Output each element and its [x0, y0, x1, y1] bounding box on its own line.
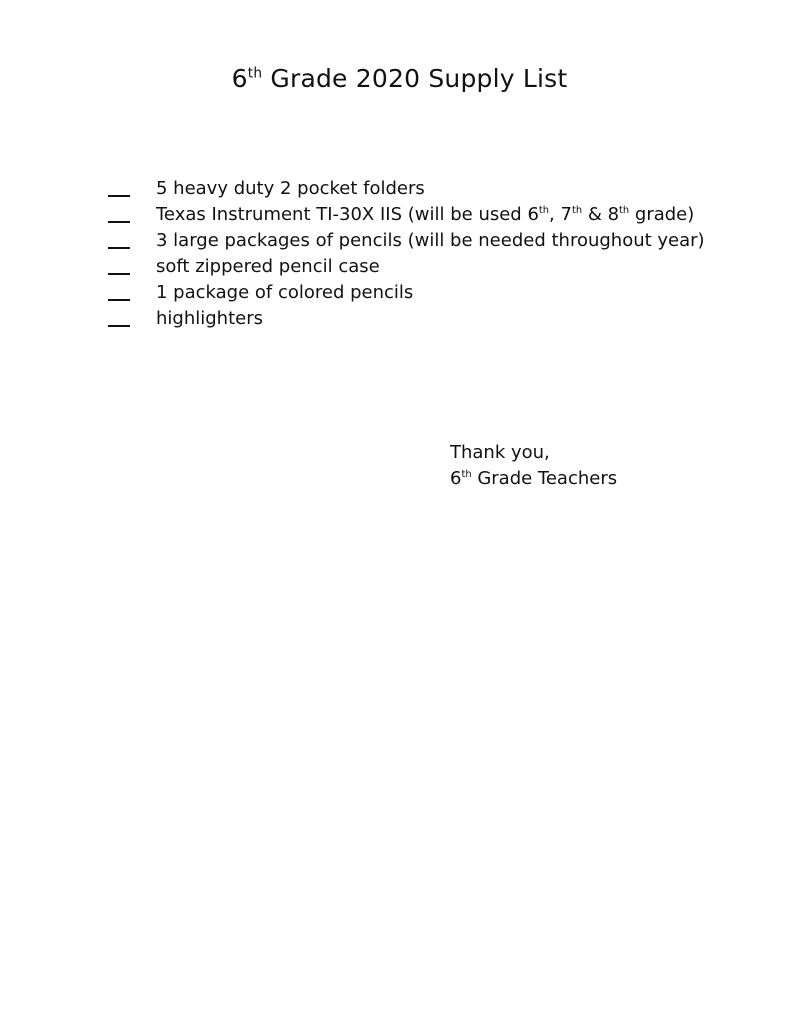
signoff-teachers: Grade Teachers [471, 468, 618, 489]
checkbox-blank-line [108, 254, 156, 280]
calculator-suffix: th [619, 205, 630, 216]
supply-item-label: highlighters [156, 308, 263, 329]
supply-item-pencils [108, 228, 728, 254]
supply-item-pencil-case [108, 254, 728, 280]
signoff [450, 440, 617, 492]
supply-item-calculator [108, 202, 728, 228]
supply-list [108, 176, 728, 332]
calculator-suffix: th [538, 205, 550, 216]
supply-item-label: 5 heavy duty 2 pocket folders [156, 178, 425, 199]
checkbox-blank-line [108, 202, 156, 228]
calculator-text-part: Texas Instrument TI-30X IIS (will be used 6 [156, 204, 539, 225]
calculator-text-part: grade) [629, 204, 695, 225]
signoff-grade-number: 6 [450, 468, 462, 489]
supply-item-highlighters [108, 306, 728, 332]
checkbox-blank-line [108, 306, 156, 332]
supply-item-label: 1 package of colored pencils [156, 282, 414, 303]
supply-item-colored-pencils [108, 280, 728, 306]
title-text: Grade 2020 Supply List [262, 64, 568, 93]
page-title [0, 64, 799, 93]
checkbox-blank-line [108, 228, 156, 254]
checkbox-blank-line [108, 280, 156, 306]
signoff-thanks: Thank you, [450, 442, 550, 463]
signoff-signature [450, 466, 617, 492]
title-grade-suffix: th [247, 65, 263, 82]
calculator-text-part: , 7 [549, 204, 572, 225]
supply-item-label: soft zippered pencil case [156, 256, 380, 277]
signoff-grade-suffix: th [461, 469, 472, 480]
title-grade-number: 6 [231, 64, 248, 93]
supply-item-label: 3 large packages of pencils (will be needed throughout year) [156, 230, 705, 251]
supply-item-folders [108, 176, 728, 202]
supply-item-label [156, 202, 728, 228]
calculator-suffix: th [571, 205, 583, 216]
calculator-text-part: & 8 [582, 204, 620, 225]
checkbox-blank-line [108, 176, 156, 202]
